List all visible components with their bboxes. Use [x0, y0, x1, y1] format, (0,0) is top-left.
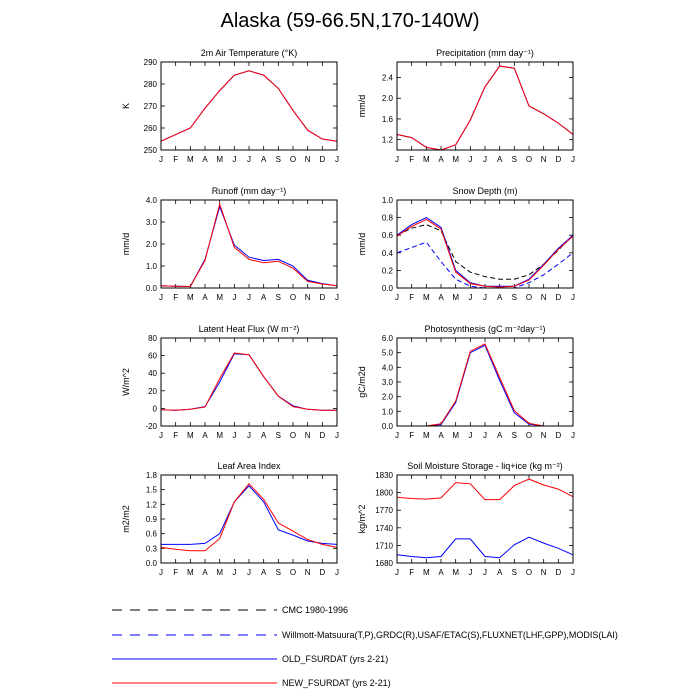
x-tick-label: D [555, 293, 562, 302]
plot-frame [397, 475, 573, 563]
y-tick-label: 250 [143, 146, 157, 155]
x-tick-label: A [496, 155, 503, 164]
x-tick-label: O [289, 431, 297, 440]
y-tick-label: 4.0 [381, 363, 393, 373]
chart-panel-2 [357, 48, 575, 164]
x-tick-label: F [409, 431, 415, 440]
y-tick-label: 0.9 [145, 515, 157, 524]
x-tick-label: J [468, 431, 473, 440]
y-tick-label: 6.0 [381, 334, 393, 343]
panel-title: Precipitation (mm day⁻¹) [436, 48, 534, 58]
panel-title: Latent Heat Flux (W m⁻²) [198, 324, 300, 334]
x-tick-label: J [159, 431, 163, 440]
x-tick-label: J [247, 155, 251, 164]
x-tick-label: A [202, 293, 208, 302]
x-tick-label: J [232, 568, 237, 577]
y-tick-label: 0.0 [381, 284, 393, 293]
y-tick-label: 0.8 [381, 213, 393, 223]
series-line-new [397, 66, 573, 150]
y-axis-label: kg/m^2 [357, 504, 367, 534]
series-line-old [161, 354, 337, 410]
y-tick-label: 1.0 [381, 407, 393, 417]
y-tick-label: 1.5 [145, 485, 157, 495]
chart-panel-6 [357, 324, 575, 440]
y-tick-label: 2.0 [381, 392, 393, 402]
y-axis-label: mm/d [121, 232, 131, 256]
legend-label: NEW_FSURDAT (yrs 2-21) [282, 678, 391, 688]
x-tick-label: M [186, 431, 194, 440]
panel-title: Leaf Area Index [217, 461, 281, 471]
y-tick-label: 1740 [375, 523, 393, 533]
x-tick-label: D [319, 293, 326, 302]
x-tick-label: J [571, 431, 575, 440]
x-tick-label: M [422, 293, 430, 302]
plot-frame [397, 200, 573, 288]
x-tick-label: O [525, 568, 533, 577]
legend-label: Willmott-Matsuura(T,P),GRDC(R),USAF/ETAC(S),FLUXNET(LHF,GPP),MODIS(LAI) [282, 630, 618, 640]
x-tick-label: M [216, 293, 224, 302]
x-tick-label: S [275, 293, 282, 302]
x-tick-label: J [395, 293, 399, 302]
y-tick-label: 3.0 [145, 218, 157, 227]
x-tick-label: F [409, 293, 415, 302]
plot-frame [161, 338, 337, 426]
x-tick-label: J [159, 568, 163, 577]
series-line-obs2 [397, 242, 573, 288]
panel-title: 2m Air Temperature (°K) [200, 48, 298, 58]
y-tick-label: 1.8 [145, 471, 157, 480]
series-line-new [397, 344, 573, 426]
panel-title: Runoff (mm day⁻¹) [211, 186, 287, 196]
x-tick-label: D [319, 431, 326, 440]
x-tick-label: O [525, 431, 533, 440]
x-tick-label: A [496, 568, 503, 577]
x-tick-label: A [260, 155, 267, 164]
y-tick-label: 3.0 [381, 378, 393, 387]
x-tick-label: M [186, 293, 194, 302]
chart-panel-4 [357, 186, 575, 302]
chart-panel-1 [121, 48, 339, 164]
x-tick-label: J [335, 155, 339, 164]
x-tick-label: A [496, 431, 503, 440]
y-tick-label: 0 [152, 404, 157, 414]
figure-title: Alaska (59-66.5N,170-140W) [220, 10, 480, 32]
x-tick-label: F [409, 568, 415, 577]
x-tick-label: F [173, 568, 179, 577]
x-tick-label: D [319, 568, 326, 577]
x-tick-label: F [173, 155, 179, 164]
x-tick-label: S [511, 568, 518, 577]
x-tick-label: J [571, 155, 575, 164]
y-tick-label: 40 [148, 369, 157, 379]
y-tick-label: 80 [148, 334, 157, 343]
y-tick-label: 1.6 [381, 114, 393, 124]
plot-frame [397, 62, 573, 150]
x-tick-label: M [452, 431, 460, 440]
y-tick-label: 2.0 [381, 94, 393, 104]
y-tick-label: 290 [143, 58, 157, 67]
x-tick-label: J [571, 293, 575, 302]
x-tick-label: O [525, 293, 533, 302]
series-line-old [397, 345, 573, 426]
series-line-old [161, 486, 337, 545]
x-tick-label: M [452, 568, 460, 577]
x-tick-label: N [304, 568, 311, 577]
x-tick-label: O [289, 568, 297, 577]
chart-panel-5 [121, 324, 339, 440]
x-tick-label: J [232, 155, 237, 164]
x-tick-label: J [395, 431, 399, 440]
x-tick-label: A [438, 155, 444, 164]
x-tick-label: M [216, 568, 224, 577]
y-tick-label: 2.0 [145, 240, 157, 249]
panel-title: Photosynthesis (gC m⁻²day⁻¹) [424, 324, 546, 334]
x-tick-label: J [247, 293, 251, 302]
series-line-old [397, 218, 573, 287]
chart-panel-3 [121, 186, 339, 302]
x-tick-label: A [202, 155, 208, 164]
x-tick-label: J [395, 568, 399, 577]
series-line-new [161, 353, 337, 410]
y-tick-label: -20 [145, 422, 157, 431]
x-tick-label: J [159, 155, 163, 164]
x-tick-label: S [275, 155, 282, 164]
x-tick-label: J [483, 293, 487, 302]
y-tick-label: 1680 [375, 559, 393, 568]
x-tick-label: M [422, 431, 430, 440]
x-tick-label: S [275, 568, 282, 577]
y-tick-label: 20 [148, 386, 157, 396]
series-line-old [397, 66, 573, 150]
x-tick-label: S [511, 431, 518, 440]
legend-label: CMC 1980-1996 [282, 605, 349, 615]
x-tick-label: M [452, 155, 460, 164]
x-tick-label: A [438, 293, 444, 302]
chart-panel-8 [357, 461, 575, 577]
y-axis-label: K [121, 102, 131, 110]
x-tick-label: N [304, 293, 311, 302]
x-tick-label: J [232, 293, 237, 302]
y-tick-label: 1710 [375, 541, 393, 551]
x-tick-label: S [511, 155, 518, 164]
y-tick-label: 4.0 [145, 196, 157, 205]
legend-label: OLD_FSURDAT (yrs 2-21) [282, 654, 389, 664]
series-line-new [161, 71, 337, 141]
x-tick-label: O [289, 155, 297, 164]
series-line-old [161, 207, 337, 287]
y-tick-label: 1.2 [145, 500, 157, 510]
y-axis-label: W/m^2 [121, 368, 131, 396]
y-tick-label: 260 [143, 124, 157, 133]
x-tick-label: A [496, 293, 503, 302]
x-tick-label: M [216, 155, 224, 164]
x-tick-label: J [335, 293, 339, 302]
y-tick-label: 1.2 [381, 135, 393, 145]
y-axis-label: mm/d [357, 232, 367, 256]
y-tick-label: 60 [148, 351, 157, 361]
x-tick-label: M [186, 155, 194, 164]
x-tick-label: J [468, 568, 473, 577]
plot-frame [161, 62, 337, 150]
x-tick-label: N [304, 155, 311, 164]
panel-title: Snow Depth (m) [452, 186, 518, 196]
y-tick-label: 270 [143, 102, 157, 111]
y-tick-label: 2.4 [381, 73, 393, 83]
x-tick-label: A [438, 568, 444, 577]
x-tick-label: J [483, 155, 487, 164]
series-line-new [397, 479, 573, 500]
y-tick-label: 0.3 [145, 544, 157, 554]
chart-panel-7 [121, 461, 339, 577]
plot-frame [397, 338, 573, 426]
x-tick-label: J [571, 568, 575, 577]
x-tick-label: J [247, 568, 251, 577]
x-tick-label: J [468, 293, 473, 302]
y-tick-label: 1.0 [381, 196, 393, 205]
x-tick-label: D [319, 155, 326, 164]
x-tick-label: O [289, 293, 297, 302]
x-tick-label: O [525, 155, 533, 164]
x-tick-label: M [422, 155, 430, 164]
x-tick-label: F [173, 293, 179, 302]
x-tick-label: D [555, 568, 562, 577]
x-tick-label: M [422, 568, 430, 577]
x-tick-label: D [555, 155, 562, 164]
y-tick-label: 0.2 [381, 266, 393, 276]
x-tick-label: M [216, 431, 224, 440]
x-tick-label: D [555, 431, 562, 440]
y-tick-label: 1800 [375, 488, 393, 498]
series-line-old [397, 537, 573, 558]
x-tick-label: J [159, 293, 163, 302]
x-tick-label: F [409, 155, 415, 164]
x-tick-label: M [452, 293, 460, 302]
x-tick-label: J [335, 568, 339, 577]
x-tick-label: N [540, 155, 547, 164]
y-tick-label: 0.0 [381, 422, 393, 431]
x-tick-label: J [232, 431, 237, 440]
plot-frame [161, 200, 337, 288]
x-tick-label: J [468, 155, 473, 164]
series-line-new [161, 204, 337, 287]
x-tick-label: J [483, 568, 487, 577]
x-tick-label: J [483, 431, 487, 440]
y-tick-label: 5.0 [381, 348, 393, 358]
y-tick-label: 280 [143, 80, 157, 89]
y-axis-label: mm/d [357, 94, 367, 118]
y-axis-label: m2/m2 [121, 505, 131, 533]
x-tick-label: S [275, 431, 282, 440]
y-tick-label: 0.0 [145, 284, 157, 293]
x-tick-label: N [540, 568, 547, 577]
y-tick-label: 0.4 [381, 248, 393, 258]
series-line-new [161, 484, 337, 551]
x-tick-label: A [202, 568, 208, 577]
x-tick-label: N [304, 431, 311, 440]
y-tick-label: 0.6 [381, 231, 393, 241]
y-tick-label: 1830 [375, 471, 393, 480]
y-axis-label: gC/m2d [357, 366, 367, 398]
x-tick-label: J [395, 155, 399, 164]
x-tick-label: N [540, 293, 547, 302]
y-tick-label: 1.0 [145, 262, 157, 271]
series-line-old [161, 71, 337, 141]
x-tick-label: A [260, 568, 267, 577]
x-tick-label: F [173, 431, 179, 440]
x-tick-label: N [540, 431, 547, 440]
y-tick-label: 0.6 [145, 529, 157, 539]
panel-title: Soil Moisture Storage - liq+ice (kg m⁻²) [407, 461, 563, 471]
y-tick-label: 0.0 [145, 559, 157, 568]
plot-frame [161, 475, 337, 563]
x-tick-label: J [335, 431, 339, 440]
series-line-obs1 [397, 225, 573, 280]
x-tick-label: A [260, 293, 267, 302]
x-tick-label: A [202, 431, 208, 440]
x-tick-label: A [438, 431, 444, 440]
x-tick-label: M [186, 568, 194, 577]
x-tick-label: S [511, 293, 518, 302]
y-tick-label: 1770 [375, 506, 393, 516]
x-tick-label: A [260, 431, 267, 440]
x-tick-label: J [247, 431, 251, 440]
